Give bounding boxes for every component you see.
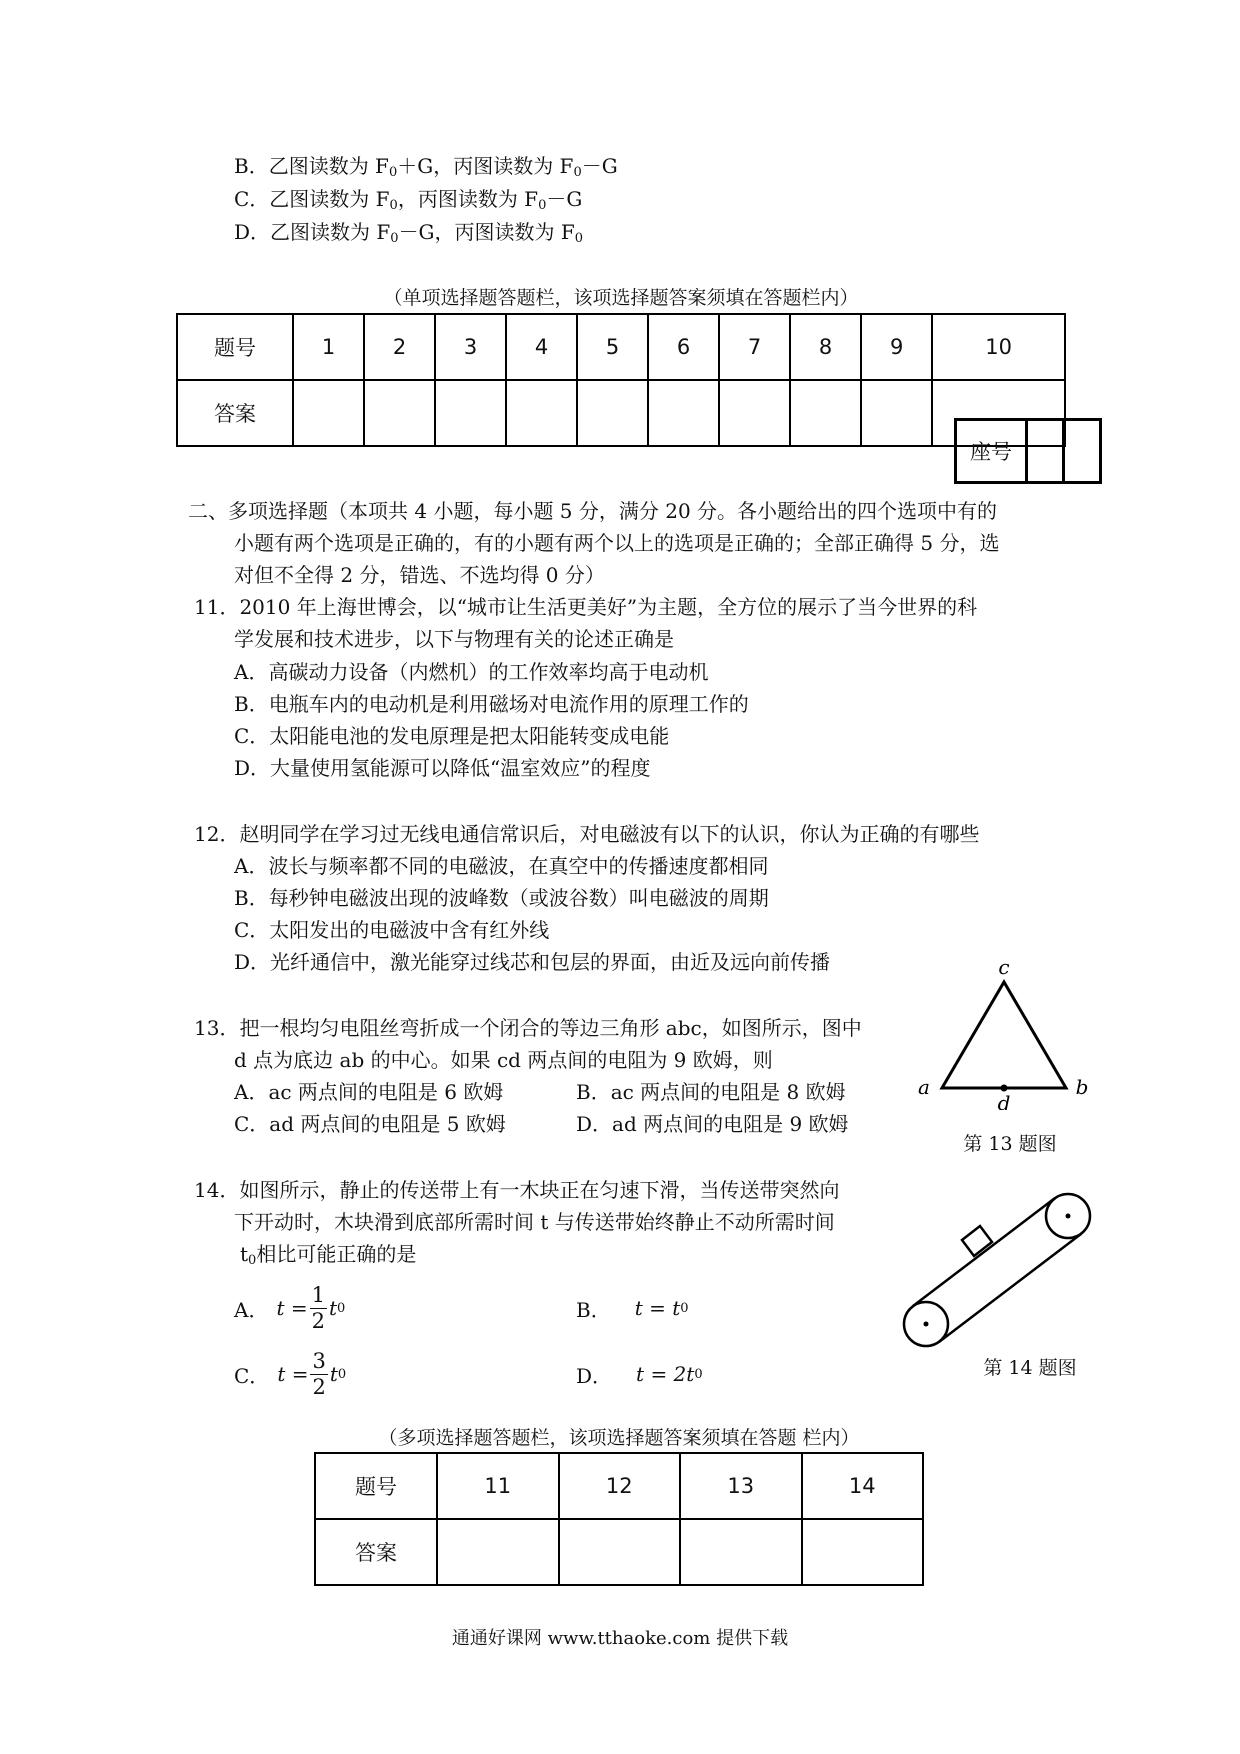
q10-option-d: D．乙图读数为 $F_0-G$，丙图读数为 $F_0$ <box>234 220 584 246</box>
q12-option-c: C．太阳发出的电磁波中含有红外线 <box>234 918 550 942</box>
q13-stem: d 点为底边 ab 的中心。如果 cd 两点间的电阻为 9 欧姆，则 <box>234 1048 773 1072</box>
q12-option-a: A．波长与频率都不同的电磁波，在真空中的传播速度都相同 <box>234 854 769 878</box>
single-table-number-header: 题号 <box>177 314 293 380</box>
q14-option-d: D． t = 2t 0 <box>576 1362 703 1388</box>
q14-stem: 下开动时，木块滑到底部所需时间 t 与传送带始终静止不动所需时间 <box>234 1210 835 1234</box>
single-table-number: 9 <box>861 314 932 380</box>
multi-table-answer-header: 答案 <box>315 1519 437 1585</box>
q13-figure-caption: 第 13 题图 <box>963 1133 1057 1155</box>
single-table-number: 3 <box>435 314 506 380</box>
seat-cell[interactable] <box>1064 420 1101 483</box>
q14-option-b: B． t = t 0 <box>576 1296 689 1322</box>
q13-option-c: C．ad 两点间的电阻是 5 欧姆 <box>234 1112 506 1136</box>
single-answer-cell[interactable] <box>648 380 719 446</box>
multi-table-caption: （多项选择题答题栏，该项选择题答案须填在答题 栏内） <box>378 1427 860 1449</box>
q13-option-a: A．ac 两点间的电阻是 6 欧姆 <box>234 1080 504 1104</box>
seat-label: 座号 <box>956 420 1027 483</box>
q11-option-c: C．太阳能电池的发电原理是把太阳能转变成电能 <box>234 724 670 748</box>
multi-answer-table <box>314 1452 924 1586</box>
single-table-number: 5 <box>577 314 648 380</box>
q14-option-c: C． t = $\frac{3}{2}$ t 0 <box>234 1348 347 1399</box>
q13-option-d: D．ad 两点间的电阻是 9 欧姆 <box>576 1112 849 1136</box>
q10-option-c: C．乙图读数为 $F_0$，丙图读数为 $F_0-G$ <box>234 187 583 213</box>
multi-answer-cell[interactable] <box>559 1519 681 1585</box>
single-table-caption: （单项选择题答题栏，该项选择题答案须填在答题栏内） <box>383 287 859 309</box>
label-d: d <box>997 1091 1011 1110</box>
single-table-number: 4 <box>506 314 577 380</box>
multi-table-number: 11 <box>437 1453 559 1519</box>
label-b: b <box>1075 1075 1089 1099</box>
q13-triangle-figure <box>910 960 1100 1110</box>
q11-stem: 学发展和技术进步，以下与物理有关的论述正确是 <box>234 627 674 651</box>
single-answer-cell[interactable] <box>577 380 648 446</box>
triangle-outline <box>942 982 1066 1088</box>
q14-conveyor-figure <box>900 1188 1100 1358</box>
label-c: c <box>998 960 1010 979</box>
single-table-number: 1 <box>293 314 364 380</box>
q12-option-d: D．光纤通信中，激光能穿过线芯和包层的界面，由近及远向前传播 <box>234 950 831 974</box>
single-answer-cell[interactable] <box>435 380 506 446</box>
multi-table-number: 13 <box>680 1453 802 1519</box>
single-answer-cell[interactable] <box>790 380 861 446</box>
single-answer-cell[interactable] <box>719 380 790 446</box>
q12-option-b: B．每秒钟电磁波出现的波峰数（或波谷数）叫电磁波的周期 <box>234 886 769 910</box>
single-table-number: 10 <box>932 314 1065 380</box>
q11-option-a: A．高碳动力设备（内燃机）的工作效率均高于电动机 <box>234 660 709 684</box>
single-answer-cell[interactable] <box>364 380 435 446</box>
multi-answer-cell[interactable] <box>437 1519 559 1585</box>
single-table-answer-header: 答案 <box>177 380 293 446</box>
q10-option-b: B．乙图读数为 $F_0+G$，丙图读数为 $F_0-G$ <box>234 154 618 180</box>
q11-stem: 11．2010 年上海世博会，以“城市让生活更美好”为主题，全方位的展示了当今世界的科 <box>194 595 978 619</box>
seat-cell[interactable] <box>1027 420 1064 483</box>
q12-stem: 12．赵明同学在学习过无线电通信常识后，对电磁波有以下的认识，你认为正确的有哪些 <box>194 822 980 846</box>
section2-line: 对但不全得 2 分，错选、不选均得 0 分） <box>234 563 605 587</box>
label-a: a <box>918 1075 930 1099</box>
multi-table-number-header: 题号 <box>315 1453 437 1519</box>
page-footer: 通通好课网 www.tthaoke.com 提供下载 <box>451 1628 789 1649</box>
q14-option-a: A． t = $\frac{1}{2}$ t 0 <box>234 1282 346 1333</box>
lower-axle-dot <box>924 1322 929 1327</box>
section2-line: 小题有两个选项是正确的，有的小题有两个以上的选项是正确的；全部正确得 5 分，选 <box>234 531 1000 555</box>
multi-table-number: 14 <box>802 1453 924 1519</box>
upper-axle-dot <box>1066 1214 1071 1219</box>
section2-line: 二、多项选择题（本项共 4 小题，每小题 5 分，满分 20 分。各小题给出的四个选项中有的 <box>188 499 998 523</box>
belt-top-line <box>913 1198 1055 1306</box>
q14-stem: 14．如图所示，静止的传送带上有一木块正在匀速下滑，当传送带突然向 <box>194 1178 840 1202</box>
single-answer-table <box>176 313 1066 447</box>
multi-answer-cell[interactable] <box>802 1519 924 1585</box>
single-table-number: 2 <box>364 314 435 380</box>
single-table-number: 7 <box>719 314 790 380</box>
q11-option-d: D．大量使用氢能源可以降低“温室效应”的程度 <box>234 756 651 780</box>
q13-stem: 13．把一根均匀电阻丝弯折成一个闭合的等边三角形 abc，如图所示，图中 <box>194 1016 862 1040</box>
single-answer-cell[interactable] <box>506 380 577 446</box>
multi-table-number: 12 <box>559 1453 681 1519</box>
q14-stem: $t_0$相比可能正确的是 <box>240 1242 417 1268</box>
single-table-number: 6 <box>648 314 719 380</box>
single-answer-cell[interactable] <box>861 380 932 446</box>
q14-figure-caption: 第 14 题图 <box>983 1357 1077 1379</box>
wooden-block-icon <box>962 1226 992 1256</box>
belt-bottom-line <box>939 1234 1081 1342</box>
seat-number-box <box>954 418 1102 484</box>
single-table-number: 8 <box>790 314 861 380</box>
multi-answer-cell[interactable] <box>680 1519 802 1585</box>
q11-option-b: B．电瓶车内的电动机是利用磁场对电流作用的原理工作的 <box>234 692 749 716</box>
q13-option-b: B．ac 两点间的电阻是 8 欧姆 <box>576 1080 846 1104</box>
single-answer-cell[interactable] <box>293 380 364 446</box>
